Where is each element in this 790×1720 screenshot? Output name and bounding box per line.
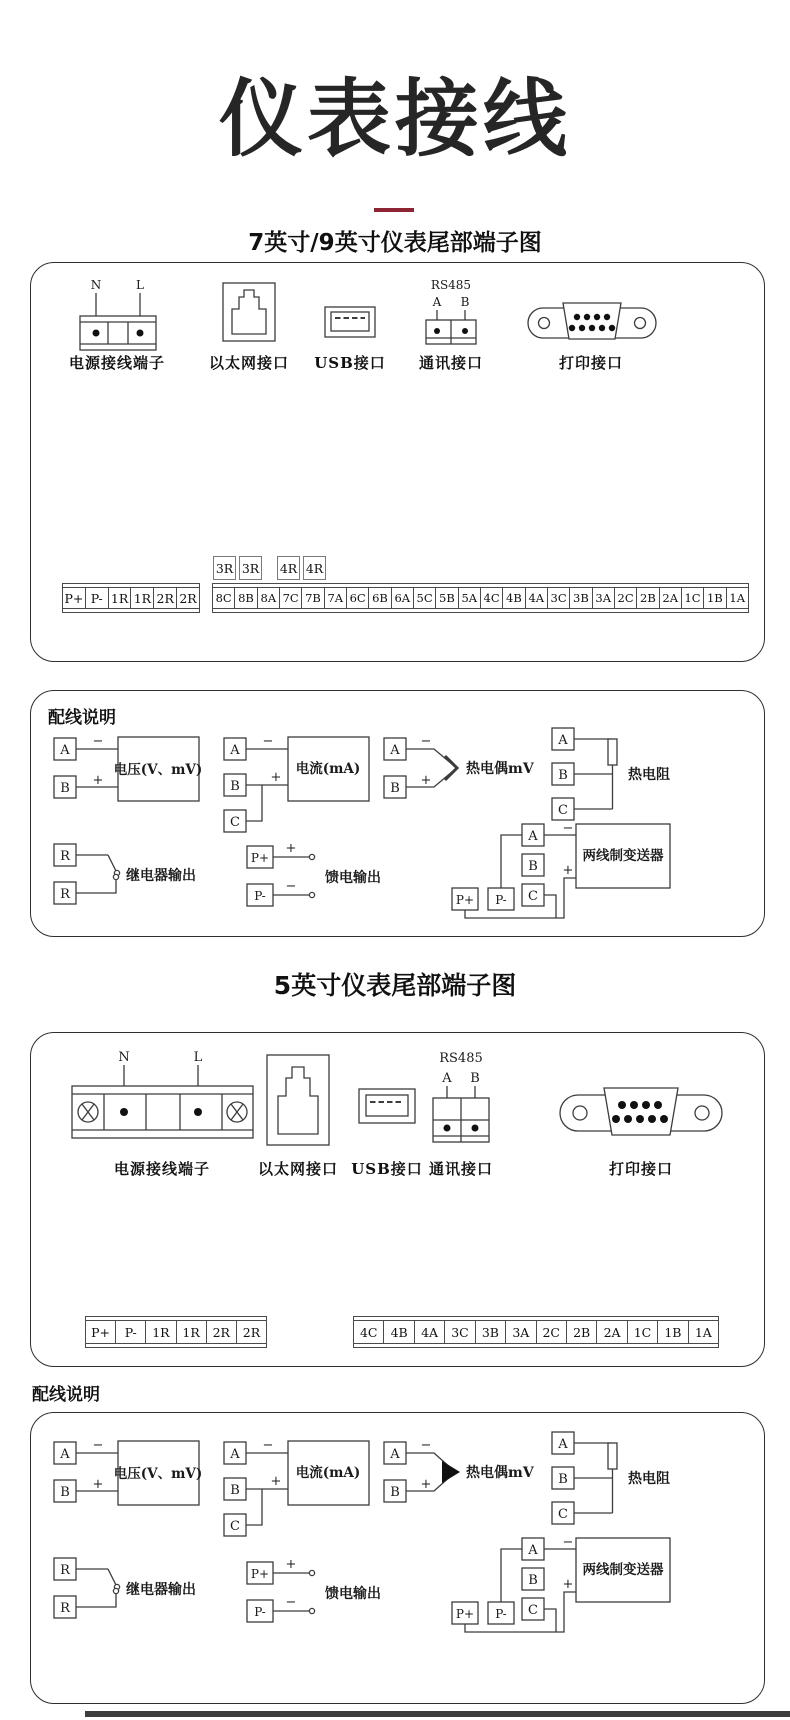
feed-output-wiring-diagram xyxy=(245,1560,425,1626)
wiring-heading-79: 配线说明 xyxy=(48,708,116,728)
strip-cells xyxy=(86,1321,266,1343)
terminal-cell: 3C xyxy=(547,588,569,608)
rtd-wiring-diagram xyxy=(550,1430,700,1525)
relay-terminal-pair-3r xyxy=(213,556,262,580)
wire xyxy=(246,785,262,821)
rtd-wiring-diagram xyxy=(550,726,700,821)
terminal-a: A xyxy=(60,1447,70,1462)
terminal-p-minus: P- xyxy=(254,889,266,903)
terminal-a: A xyxy=(528,1543,538,1558)
comm-port-icon xyxy=(420,278,482,348)
relay-label: 继电器输出 xyxy=(126,1582,196,1598)
terminal-cell: 1A xyxy=(726,588,748,608)
a-label: A xyxy=(432,295,442,309)
terminal-cell: 6C xyxy=(346,588,368,608)
terminal-p-minus: P- xyxy=(495,893,507,907)
terminal-b: B xyxy=(390,781,400,796)
power-terminal-label: 电源接线端子 xyxy=(113,1160,210,1178)
terminal-c: C xyxy=(528,1603,538,1618)
rs485-label: RS485 xyxy=(439,1051,483,1066)
rtd-label: 热电阻 xyxy=(628,1471,670,1487)
current-label: 电流(mA) xyxy=(295,761,361,777)
terminal-b: B xyxy=(230,1483,240,1498)
terminal-a: A xyxy=(230,743,240,758)
contact xyxy=(113,1588,118,1593)
strip-cells xyxy=(213,588,748,608)
terminal-cell: 2A xyxy=(596,1321,626,1343)
terminal-cell: 3B xyxy=(475,1321,505,1343)
polarity-plus: + xyxy=(270,1474,282,1489)
polarity-minus: − xyxy=(562,822,574,836)
terminal-dot xyxy=(194,1108,202,1116)
b-label: B xyxy=(470,1071,480,1086)
terminal-a: A xyxy=(558,1437,568,1452)
polarity-plus: + xyxy=(562,863,574,878)
wiring-heading-5: 配线说明 xyxy=(32,1385,100,1405)
power-terminal-icon xyxy=(70,1050,255,1145)
junction-chevron xyxy=(445,756,457,780)
terminal-c: C xyxy=(558,803,568,818)
b-label: B xyxy=(460,295,470,309)
mount-hole xyxy=(635,318,646,329)
relay-label: 继电器输出 xyxy=(126,868,196,884)
wire xyxy=(501,835,522,888)
transmitter-wiring-diagram xyxy=(442,1536,682,1643)
terminal-cell: 3R xyxy=(239,556,262,580)
terminal-cell: 7A xyxy=(324,588,346,608)
terminal-c: C xyxy=(230,815,240,830)
terminal-block xyxy=(80,316,156,350)
section-heading-5-inch: 5英寸仪表尾部端子图 xyxy=(273,971,517,1000)
wire xyxy=(76,1594,116,1607)
terminal-cell: 1R xyxy=(130,588,153,608)
terminal-a: A xyxy=(558,733,568,748)
thermocouple-label: 热电偶mV xyxy=(466,1465,534,1481)
voltage-label: 电压(V、mV) xyxy=(113,762,202,778)
transmitter-label: 两线制变送器 xyxy=(582,1562,664,1578)
terminal-cell: 2C xyxy=(536,1321,566,1343)
terminal-cell: 4B xyxy=(383,1321,413,1343)
resistor xyxy=(608,1443,617,1469)
feed-output-wiring-diagram xyxy=(245,844,425,910)
polarity-minus: − xyxy=(420,736,432,749)
a-label: A xyxy=(442,1071,452,1086)
terminal-b: B xyxy=(558,1472,568,1487)
terminal-strip-main-79 xyxy=(212,583,749,613)
terminal-a: A xyxy=(528,829,538,844)
terminal-cell: 6A xyxy=(391,588,413,608)
current-wiring-diagram xyxy=(222,1440,372,1545)
polarity-plus: + xyxy=(285,844,297,856)
transmitter-wiring-diagram xyxy=(442,822,682,929)
terminal-dot xyxy=(137,330,144,337)
print-port-label: 打印接口 xyxy=(558,354,623,372)
terminal-cell: 8B xyxy=(234,588,256,608)
terminal-cell: 4R xyxy=(277,556,300,580)
terminal-cell: 2B xyxy=(636,588,658,608)
relay-output-wiring-diagram xyxy=(52,1556,232,1622)
current-wiring-diagram xyxy=(222,736,372,841)
terminal-p-plus: P+ xyxy=(455,893,475,907)
junction-arrow xyxy=(442,1461,460,1483)
thermocouple-label: 热电偶mV xyxy=(466,761,534,777)
contact xyxy=(113,874,118,879)
terminal-cell: 1R xyxy=(176,1321,206,1343)
terminal-strip-left-79 xyxy=(62,583,200,613)
terminal-b: B xyxy=(60,1485,70,1500)
print-port-icon xyxy=(558,1080,724,1144)
terminal-a: A xyxy=(60,743,70,758)
polarity-minus: − xyxy=(262,1440,274,1453)
terminal-c: C xyxy=(558,1507,568,1522)
db9-shell xyxy=(604,1088,678,1135)
terminal-dot xyxy=(93,330,100,337)
terminal-p-plus: P+ xyxy=(250,851,270,865)
terminal-cell: 2C xyxy=(614,588,636,608)
terminal-b: B xyxy=(528,1573,538,1588)
strip-band xyxy=(354,1343,718,1347)
wire xyxy=(465,1592,576,1632)
terminal-r2: R xyxy=(60,1601,70,1616)
rs485-label: RS485 xyxy=(430,278,472,292)
contact xyxy=(309,854,314,859)
print-port-icon xyxy=(526,296,658,348)
terminal-cell: 8C xyxy=(215,591,232,605)
terminal-strip-main-5 xyxy=(353,1316,719,1348)
terminal-cell: 1C xyxy=(627,1321,657,1343)
strip-band xyxy=(63,608,199,612)
terminal-cell: 1R xyxy=(145,1321,175,1343)
terminal-dot xyxy=(120,1108,128,1116)
terminal-p-plus: P+ xyxy=(455,1607,475,1621)
polarity-plus: + xyxy=(420,773,432,788)
feed-label: 馈电输出 xyxy=(325,870,381,886)
ethernet-port-icon xyxy=(222,282,276,342)
contact xyxy=(309,1608,314,1613)
terminal-cell: 2R xyxy=(206,1321,236,1343)
l-label: L xyxy=(136,278,144,292)
terminal-dot xyxy=(434,328,440,334)
terminal-cell: 2R xyxy=(176,588,199,608)
terminal-c: C xyxy=(528,889,538,904)
terminal-cell: 3R xyxy=(213,556,236,580)
mount-hole xyxy=(539,318,550,329)
polarity-minus: − xyxy=(92,736,104,749)
terminal-b: B xyxy=(390,1485,400,1500)
terminal-cell: 5A xyxy=(458,588,480,608)
db9-shell xyxy=(563,303,621,339)
terminal-cell: 1B xyxy=(703,588,725,608)
terminal-cell: P+ xyxy=(64,590,84,606)
relay-terminal-pair-4r xyxy=(277,556,326,580)
contact xyxy=(309,892,314,897)
thermocouple-wiring-diagram xyxy=(382,736,547,806)
wire xyxy=(246,1489,262,1525)
terminal-dot xyxy=(462,328,468,334)
terminal-a: A xyxy=(230,1447,240,1462)
terminal-cell: 3B xyxy=(569,588,591,608)
terminal-cell: 3A xyxy=(505,1321,535,1343)
comm-port-icon xyxy=(428,1050,494,1148)
usb-port-icon xyxy=(324,306,376,338)
strip-cells xyxy=(63,588,199,608)
terminal-p-plus: P+ xyxy=(250,1567,270,1581)
wire xyxy=(501,1549,522,1602)
terminal-cell: 4A xyxy=(525,588,547,608)
polarity-plus: + xyxy=(92,773,104,788)
polarity-plus: + xyxy=(285,1560,297,1572)
terminal-cell: 6B xyxy=(368,588,390,608)
terminal-dot xyxy=(472,1125,479,1132)
usb-port-icon xyxy=(358,1088,416,1124)
polarity-minus: − xyxy=(262,736,274,749)
n-label: N xyxy=(90,278,102,292)
terminal-r2: R xyxy=(60,887,70,902)
ethernet-port-label: 以太网接口 xyxy=(208,354,289,372)
ethernet-port-icon xyxy=(266,1054,330,1146)
page-bottom-rule xyxy=(85,1711,790,1717)
terminal-cell: 8A xyxy=(257,588,279,608)
strip-band xyxy=(86,1343,266,1347)
strip-band xyxy=(213,608,748,612)
terminal-cell: 7B xyxy=(301,588,323,608)
ethernet-port-label: 以太网接口 xyxy=(257,1160,338,1178)
terminal-cell: 2A xyxy=(659,588,681,608)
power-terminal-label: 电源接线端子 xyxy=(68,354,165,372)
terminal-p-minus: P- xyxy=(495,1607,507,1621)
terminal-dot xyxy=(444,1125,451,1132)
terminal-cell: 1R xyxy=(108,588,131,608)
print-port-label: 打印接口 xyxy=(608,1160,673,1178)
terminal-cell: 1A xyxy=(688,1321,718,1343)
mount-hole xyxy=(573,1106,587,1120)
voltage-wiring-diagram xyxy=(52,736,202,806)
terminal-c: C xyxy=(230,1519,240,1534)
polarity-minus: − xyxy=(562,1536,574,1550)
terminal-r1: R xyxy=(60,1563,70,1578)
terminal-cell: 5C xyxy=(413,588,435,608)
section-heading-7-9-inch: 7英寸/9英寸仪表尾部端子图 xyxy=(248,230,542,256)
comm-port-label: 通讯接口 xyxy=(428,1160,493,1178)
page-title: 仪表接线 xyxy=(218,70,571,168)
polarity-plus: + xyxy=(420,1477,432,1492)
terminal-cell: 5B xyxy=(435,588,457,608)
switch-blade xyxy=(108,1569,116,1585)
terminal-cell: 2R xyxy=(236,1321,266,1343)
terminal-p-minus: P- xyxy=(254,1605,266,1619)
polarity-minus: − xyxy=(285,1595,297,1610)
resistor xyxy=(608,739,617,765)
contact xyxy=(309,1570,314,1575)
terminal-cell: 1C xyxy=(681,588,703,608)
n-label: N xyxy=(118,1050,130,1065)
terminal-cell: 4B xyxy=(502,588,524,608)
terminal-b: B xyxy=(558,768,568,783)
comm-port-label: 通讯接口 xyxy=(418,354,483,372)
terminal-cell: 4R xyxy=(303,556,326,580)
polarity-plus: + xyxy=(270,770,282,785)
l-label: L xyxy=(193,1050,203,1065)
terminal-cell: P- xyxy=(115,1321,145,1343)
terminal-strip-left-5 xyxy=(85,1316,267,1348)
terminal-cell: 4C xyxy=(480,588,502,608)
usb-port-label: USB接口 xyxy=(314,354,386,372)
terminal-cell: 4C xyxy=(359,1324,378,1340)
wire xyxy=(76,880,116,893)
transmitter-label: 两线制变送器 xyxy=(582,848,664,864)
relay-output-wiring-diagram xyxy=(52,842,232,908)
terminal-cell: 7C xyxy=(279,588,301,608)
terminal-b: B xyxy=(528,859,538,874)
terminal-cell: 3C xyxy=(444,1321,474,1343)
switch-blade xyxy=(108,855,116,871)
polarity-minus: − xyxy=(420,1440,432,1453)
rtd-label: 热电阻 xyxy=(628,767,670,783)
terminal-cell: 1B xyxy=(657,1321,687,1343)
terminal-a: A xyxy=(390,1447,400,1462)
terminal-cell: 4A xyxy=(414,1321,444,1343)
current-label: 电流(mA) xyxy=(295,1465,361,1481)
wire xyxy=(544,895,556,918)
red-divider xyxy=(374,208,414,212)
strip-cells xyxy=(354,1321,718,1343)
terminal-r1: R xyxy=(60,849,70,864)
wire xyxy=(465,878,576,918)
terminal-b: B xyxy=(60,781,70,796)
feed-label: 馈电输出 xyxy=(325,1586,381,1602)
thermocouple-wiring-diagram xyxy=(382,1440,547,1510)
wire xyxy=(544,1609,556,1632)
terminal-cell: 2R xyxy=(153,588,176,608)
terminal-cell: 3A xyxy=(592,588,614,608)
polarity-minus: − xyxy=(285,879,297,894)
voltage-label: 电压(V、mV) xyxy=(113,1466,202,1482)
terminal-cell: P+ xyxy=(91,1324,111,1340)
terminal-a: A xyxy=(390,743,400,758)
mount-hole xyxy=(695,1106,709,1120)
terminal-b: B xyxy=(230,779,240,794)
polarity-plus: + xyxy=(92,1477,104,1492)
terminal-cell: P- xyxy=(85,588,108,608)
polarity-minus: − xyxy=(92,1440,104,1453)
polarity-plus: + xyxy=(562,1577,574,1592)
terminal-cell: 2B xyxy=(566,1321,596,1343)
usb-port-label: USB接口 xyxy=(351,1160,423,1178)
voltage-wiring-diagram xyxy=(52,1440,202,1510)
